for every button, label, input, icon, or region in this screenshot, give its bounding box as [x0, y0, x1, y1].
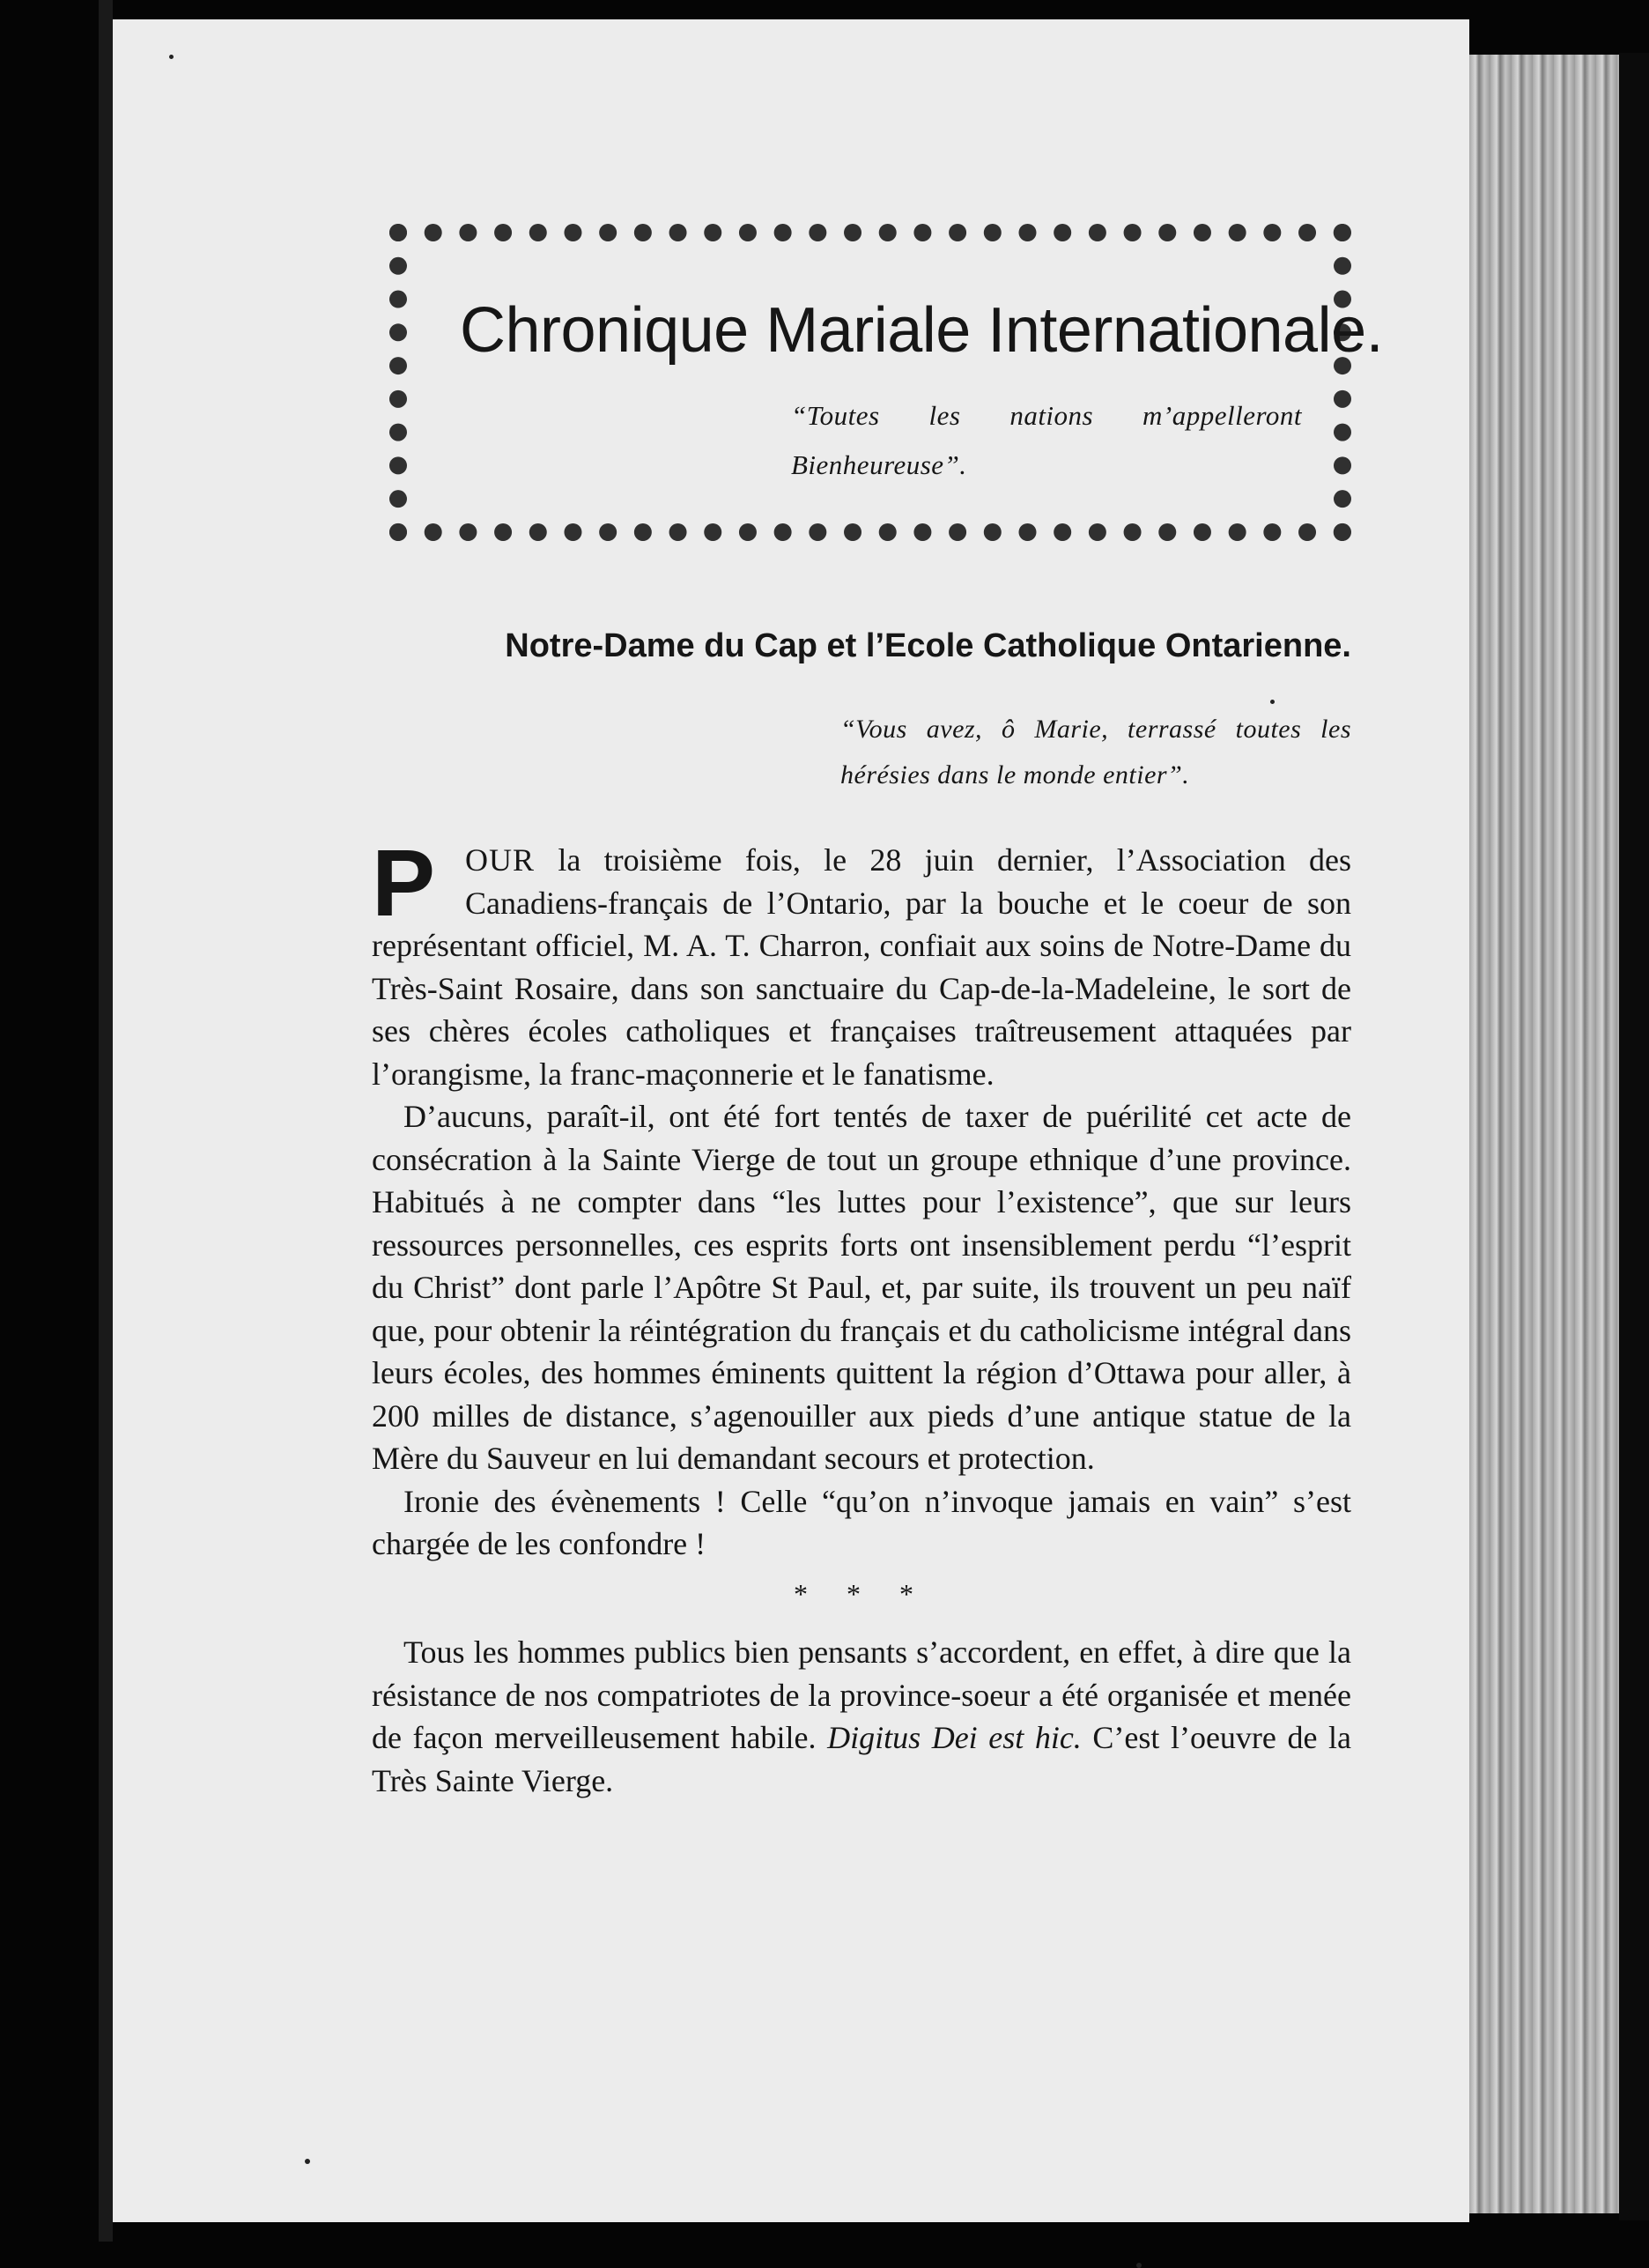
paragraph-1-text: la troisième fois, le 28 juin dernier, l’Association des Canadiens-français de l’Ontario, par la bouche et le coeur de son représentant officiel, M. A. T. Charron, confiait aux soins de Notre-Dame du Très-Saint Rosaire, dans son sanctuaire du Cap-de-la-Madeleine, le sort de ses chères écoles catholiques et françaises traîtreusement attaquées par l’orangisme, la franc-maçonnerie et le fanatisme. [372, 842, 1351, 1092]
page [113, 19, 1469, 2222]
paragraph-4-text-a: Tous les hommes publics bien pensants s’accordent, en effet, à dire que la résistance de nos compatriotes de la province-soeur a été organisée et menée de façon merveilleusement habile. [372, 1634, 1351, 1755]
speck [305, 2159, 310, 2164]
latin-phrase: Digitus Dei est hic. [827, 1720, 1082, 1755]
article-epigraph: “Vous avez, ô Marie, terrassé toutes les hérésies dans le monde entier”. [840, 715, 1351, 789]
paragraph-1 [372, 829, 1351, 1095]
article-body [372, 829, 1352, 1802]
chronicle-title: Chronique Mariale Internationale. [460, 295, 1384, 366]
speck [169, 55, 174, 59]
paragraph-1-lead: OUR [465, 842, 536, 878]
paragraph-4 [372, 1631, 1351, 1802]
paragraph-2: D’aucuns, paraît-il, ont été fort tentés de taxer de puérilité cet acte de consécration à la Sainte Vierge de tout un groupe ethnique d’une province. Habitués à ne compter dans “les luttes pour l’existence”, que sur leurs ressources personnelles, ces esprits forts ont insensiblement perdu “l’esprit du Christ” dont parle l’Apôtre St Paul, et, par suite, ils trouvent un peu naïf que, pour obtenir la réintégration du français et du catholicisme intégral dans leurs écoles, des hommes éminents quittent la région d’Ottawa pour aller, à 200 milles de distance, s’agenouiller aux pieds d’une antique statue de la Mère du Sauveur en lui demandant secours et protection. [372, 1099, 1351, 1476]
title-motto: “Toutes les nations m’appelleront Bienheureuse”. [791, 400, 1302, 480]
book-edge-shadow [1619, 53, 1649, 2220]
speck [1270, 700, 1275, 704]
section-separator: * * * [794, 1577, 929, 1610]
drop-cap: P [372, 829, 436, 936]
title-frame [389, 224, 1384, 541]
paragraph-4-text-b: C’est l’oeuvre de la Très Sainte Vierge. [372, 1720, 1352, 1798]
book-gutter [99, 0, 113, 2242]
article-heading: Notre-Dame du Cap et l’Ecole Catholique Ontarienne. [505, 627, 1351, 664]
page-edges [1469, 55, 1619, 2213]
speck [1136, 2263, 1142, 2268]
paragraph-3: Ironie des évènements ! Celle “qu’on n’invoque jamais en vain” s’est chargée de les confondre ! [372, 1483, 1351, 1561]
